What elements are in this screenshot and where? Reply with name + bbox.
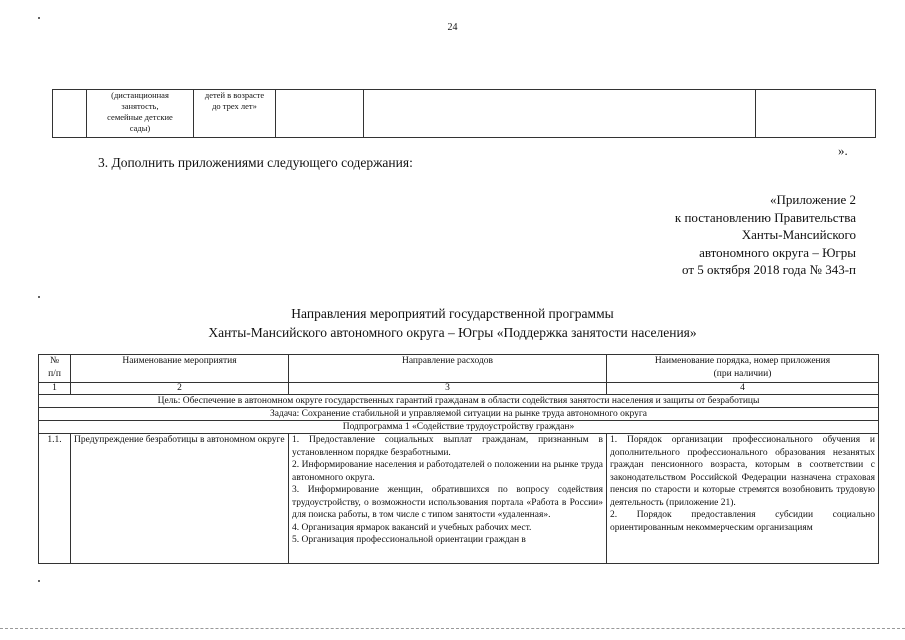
expense-item: 3. Информирование женщин, обратившихся по вопросу содействия трудоустройству, о возможности использования портала «Работа в России» для поиска работы, в том числе с типом занятости «удаленная». [292, 485, 603, 520]
procedure-item: 2. Порядок предоставления субсидии социально ориентированным некоммерческим организациям [610, 510, 875, 533]
expense-item: 1. Предоставление социальных выплат гражданам, признанным в установленном порядке безработными. [292, 435, 603, 458]
scan-bottom-edge [0, 628, 905, 629]
measures-table [38, 354, 879, 564]
task-row [39, 408, 879, 421]
subprogram-text: Подпрограмма 1 «Содействие трудоустройству граждан» [39, 421, 879, 434]
table-row [39, 434, 879, 564]
subprogram-row [39, 421, 879, 434]
procedure-item: 1. Порядок организации профессионального обучения и дополнительного профессионального образования незанятых граждан пенсионного возраста, которым в соответствии с законодательством Российской Федерации назначена страховая пенсия по старости и которые стремятся возобновить трудовую деятельность (приложение 21). [610, 435, 875, 508]
column-number: 2 [71, 383, 289, 395]
goal-text: Цель: Обеспечение в автономном округе государственных гарантий гражданам в области содействия занятости населения и защиты от безработицы [39, 395, 879, 408]
closing-quote: ». [838, 143, 848, 158]
scan-speck [38, 17, 40, 19]
page-number: 24 [447, 22, 458, 33]
document-title-line1: Направления мероприятий государственной программы [291, 306, 614, 321]
column-number: 3 [289, 383, 607, 395]
table-header-row [39, 355, 879, 383]
goal-row [39, 395, 879, 408]
header-expenses: Направление расходов [289, 355, 607, 383]
cont-cell-children: детей в возрасте до трех лет» [194, 90, 276, 138]
instruction-text: 3. Дополнить приложениями следующего содержания: [98, 155, 413, 170]
document-title-line2: Ханты-Мансийского автономного округа – Югры «Поддержка занятости населения» [208, 325, 697, 340]
task-text: Задача: Сохранение стабильной и управляемой ситуации на рынке труда автономного округа [39, 408, 879, 421]
continuation-table [52, 89, 876, 138]
cont-cell-empty [756, 90, 876, 138]
expense-directions [289, 434, 607, 564]
cont-cell-empty [364, 90, 756, 138]
measure-name: Предупреждение безработицы в автономном округе [71, 434, 289, 564]
header-number: № п/п [39, 355, 71, 383]
scan-speck [38, 580, 40, 582]
cont-cell-empty [53, 90, 87, 138]
column-number: 4 [607, 383, 879, 395]
appendix-header: «Приложение 2 к постановлению Правительства Ханты-Мансийского автономного округа – Югры от 5 октября 2018 года № 343-п [674, 192, 856, 277]
expense-item: 5. Организация профессиональной ориентации граждан в [292, 535, 526, 545]
row-number: 1.1. [39, 434, 71, 564]
column-number-row [39, 383, 879, 395]
procedure-list [607, 434, 879, 564]
column-number: 1 [39, 383, 71, 395]
expense-item: 4. Организация ярмарок вакансий и учебных рабочих мест. [292, 522, 532, 533]
cont-cell-employment: (дистанционная занятость, семейные детские сады) [87, 90, 194, 138]
header-procedure: Наименование порядка, номер приложения (при наличии) [607, 355, 879, 383]
cont-cell-empty [276, 90, 364, 138]
header-measure-name: Наименование мероприятия [71, 355, 289, 383]
expense-item: 2. Информирование населения и работодателей о положении на рынке труда автономного округа. [292, 460, 603, 483]
scan-speck [38, 296, 40, 298]
